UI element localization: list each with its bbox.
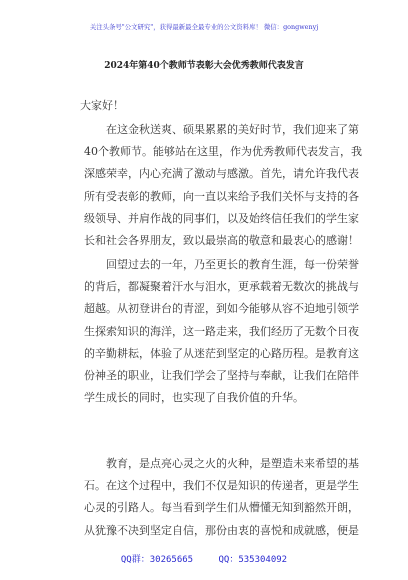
paragraph-line: 学生成长的同时，也实现了自我价值的升华。	[84, 391, 304, 405]
paragraph-line: 40个教师节。能够站在这里，作为优秀教师代表发言，我	[84, 145, 362, 159]
paragraph-1	[84, 119, 362, 252]
header-banner: 关注头条号"公文研究"，获得最新最全最专业的公文资料库！ 微信：gongwenyj	[89, 23, 319, 31]
paragraph-line: 回望过去的一年，乃至更长的教育生涯，每一份荣誉	[106, 258, 359, 271]
footer-contact	[0, 552, 408, 565]
greeting-text: 大家好！	[80, 99, 124, 112]
paragraph-line: 在这金秋送爽、硕果累累的美好时节，我们迎来了第	[106, 123, 359, 136]
paragraph-line: 的辛勤耕耘，体验了从迷茫到坚定的心路历程。是教育这	[84, 346, 359, 360]
paragraph-line: 从犹豫不决到坚定自信，那份由衷的喜悦和成就感，便是	[84, 523, 359, 537]
paragraph-line: 的背后，都凝聚着汗水与泪水，更承载着无数次的挑战与	[84, 280, 359, 294]
paragraph-line: 长和社会各界朋友，致以最崇高的敬意和最衷心的感谢！	[84, 233, 359, 247]
paragraph-line: 份神圣的职业，让我们学会了坚持与奉献，让我们在陪伴	[84, 368, 359, 382]
document-title: 2024年第40个教师节表彰大会优秀教师代表发言	[104, 61, 304, 71]
paragraph-line: 级领导、并肩作战的同事们，以及始终信任我们的学生家	[84, 211, 359, 225]
paragraph-line: 教育，是点亮心灵之火的火种，是塑造未来希望的基	[106, 457, 359, 470]
paragraph-line: 生探索知识的海洋，这一路走来，我们经历了无数个日夜	[84, 324, 359, 338]
qq-number: QQ：535304092	[218, 555, 288, 565]
paragraph-line: 所有受表彰的教师，向一直以来给予我们关怀与支持的各	[84, 189, 359, 203]
paragraph-line: 超越。从初登讲台的青涩，到如今能够从容不迫地引领学	[84, 302, 359, 316]
paragraph-3	[84, 453, 359, 542]
paragraph-line: 深感荣幸，内心充满了激动与感激。首先，请允许我代表	[84, 167, 359, 181]
paragraph-line: 心灵的引路人。每当看到学生们从懵懂无知到豁然开朗，	[84, 501, 359, 515]
paragraph-line: 石。在这个过程中，我们不仅是知识的传递者，更是学生	[84, 479, 359, 493]
qq-group-number: QQ群：30265665	[120, 555, 194, 565]
paragraph-2	[84, 254, 359, 409]
